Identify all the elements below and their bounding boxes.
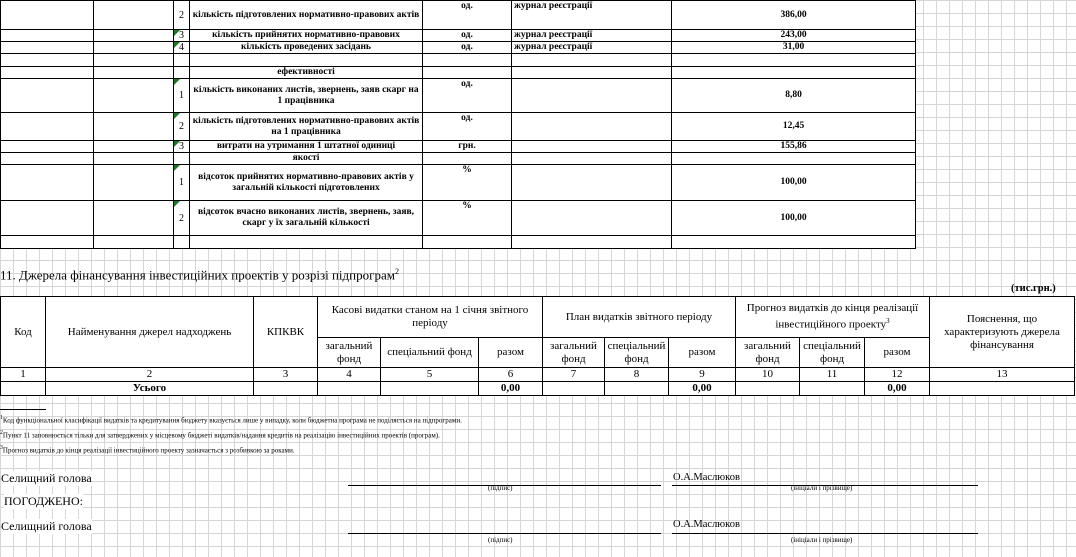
- column-number: 11: [800, 368, 865, 382]
- row-cell-a: [1, 236, 94, 249]
- indicator-name: кількість проведених засідань: [190, 42, 423, 54]
- indicator-number: [174, 201, 190, 236]
- row-cell-a: [1, 67, 94, 79]
- total-forecast-sum: 0,00: [865, 382, 930, 396]
- indicator-unit: од.: [423, 113, 512, 141]
- indicator-unit: %: [423, 165, 512, 201]
- total-cash-sum: 0,00: [479, 382, 543, 396]
- column-number: 2: [46, 368, 254, 382]
- column-number: 8: [605, 368, 669, 382]
- header-source-name: Найменування джерел надходжень: [46, 297, 254, 368]
- header-kpkvk: КПКВК: [254, 297, 318, 368]
- row-cell-f: [512, 153, 672, 165]
- header-forecast-total: разом: [865, 338, 930, 368]
- indicator-group-name: ефективності: [190, 67, 423, 79]
- row-cell-c: [174, 153, 190, 165]
- section-11-title: 11. Джерела фінансування інвестиційних проектів у розрізі підпрограм$^2$: [0, 267, 399, 283]
- header-plan-total: разом: [669, 338, 736, 368]
- signature-title-1: Селищний голова: [1, 471, 92, 485]
- total-cash-general: [318, 382, 381, 396]
- total-kpkvk: [254, 382, 318, 396]
- header-plan-general: загальний фонд: [543, 338, 605, 368]
- row-cell-f: [512, 236, 672, 249]
- column-number: 4: [318, 368, 381, 382]
- row-cell-a: [1, 201, 94, 236]
- blank-row: [1, 54, 916, 67]
- indicator-source: журнал реєстрації: [512, 1, 672, 30]
- comment-flag-icon: [174, 30, 180, 36]
- row-cell-b: [94, 141, 174, 153]
- indicator-value: 243,00: [672, 30, 916, 42]
- row-cell-a: [1, 153, 94, 165]
- indicator-name: кількість виконаних листів, звернень, заяв скарг на 1 працівника: [190, 79, 423, 113]
- signature-caption-1: (підпис): [488, 484, 513, 492]
- indicator-row: [1, 1, 916, 30]
- header-forecast-general: загальний фонд: [736, 338, 800, 368]
- row-cell-c: [174, 54, 190, 67]
- indicator-row: [1, 30, 916, 42]
- indicator-value: 12,45: [672, 113, 916, 141]
- comment-flag-icon: [174, 165, 180, 171]
- total-cash-special: [381, 382, 479, 396]
- indicator-value: 100,00: [672, 165, 916, 201]
- row-cell-c: [174, 236, 190, 249]
- section-11-title-sup: 2: [394, 267, 399, 276]
- row-cell-g: [672, 67, 916, 79]
- footnote-2: $^2$Пункт 11 заповнюється тільки для затверджених у місцевому бюджеті видатків/надання кредитів на реалізацію інвестиційних проектів (програм).: [0, 430, 440, 440]
- header-plan-special: спеціальний фонд: [605, 338, 669, 368]
- row-cell-a: [1, 1, 94, 30]
- indicator-source: [512, 141, 672, 153]
- blank-row: [1, 236, 916, 249]
- indicator-unit: %: [423, 201, 512, 236]
- signature-name-2: О.А.Маслюков: [673, 519, 740, 530]
- indicators-table: [0, 0, 916, 249]
- indicator-number-text: 2: [179, 212, 184, 224]
- indicator-number: [174, 79, 190, 113]
- column-number: 13: [930, 368, 1075, 382]
- row-cell-f: [512, 67, 672, 79]
- row-cell-f: [512, 54, 672, 67]
- header-forecast-sup: 3: [886, 317, 890, 326]
- total-label: Усього: [46, 382, 254, 396]
- row-cell-b: [94, 30, 174, 42]
- indicator-source: журнал реєстрації: [512, 30, 672, 42]
- indicator-number: [174, 165, 190, 201]
- total-code: [1, 382, 46, 396]
- row-cell-d: [190, 236, 423, 249]
- comment-flag-icon: [174, 113, 180, 119]
- total-row: [1, 382, 1075, 396]
- units-label: (тис.грн.): [1011, 283, 1056, 294]
- name-caption-1: (ініціали і прізвище): [791, 484, 853, 492]
- row-cell-b: [94, 54, 174, 67]
- indicator-row: [1, 141, 916, 153]
- row-cell-b: [94, 236, 174, 249]
- row-cell-e: [423, 236, 512, 249]
- indicator-name: кількість підготовлених нормативно-правових актів: [190, 1, 423, 30]
- row-cell-a: [1, 54, 94, 67]
- column-number: 7: [543, 368, 605, 382]
- indicator-value: 155,86: [672, 141, 916, 153]
- indicator-group-name: якості: [190, 153, 423, 165]
- header-cash-general: загальний фонд: [318, 338, 381, 368]
- row-cell-b: [94, 1, 174, 30]
- indicator-source: журнал реєстрації: [512, 42, 672, 54]
- column-number: 3: [254, 368, 318, 382]
- indicator-name: витрати на утримання 1 штатної одиниці: [190, 141, 423, 153]
- row-cell-e: [423, 67, 512, 79]
- row-cell-g: [672, 54, 916, 67]
- row-cell-a: [1, 42, 94, 54]
- agreed-label: ПОГОДЖЕНО:: [4, 494, 83, 508]
- column-number: 5: [381, 368, 479, 382]
- row-cell-a: [1, 141, 94, 153]
- indicator-row: [1, 165, 916, 201]
- column-numbers-row: [1, 368, 1075, 382]
- total-plan-sum: 0,00: [669, 382, 736, 396]
- row-cell-b: [94, 153, 174, 165]
- total-forecast-general: [736, 382, 800, 396]
- row-cell-b: [94, 42, 174, 54]
- total-plan-general: [543, 382, 605, 396]
- total-forecast-special: [800, 382, 865, 396]
- total-explain: [930, 382, 1075, 396]
- row-cell-g: [672, 236, 916, 249]
- indicator-number: [174, 42, 190, 54]
- indicator-source: [512, 113, 672, 141]
- footnote-3: $^3$Прогноз видатків до кінця реалізації інвестиційного проекту зазначається з розбивкою за роками.: [0, 445, 295, 455]
- indicator-row: [1, 42, 916, 54]
- signature-title-2: Селищний голова: [1, 519, 92, 533]
- row-cell-a: [1, 30, 94, 42]
- row-cell-b: [94, 113, 174, 141]
- column-number: 10: [736, 368, 800, 382]
- row-cell-e: [423, 54, 512, 67]
- row-cell-a: [1, 79, 94, 113]
- column-number: 1: [1, 368, 46, 382]
- header-plan-expenses: План видатків звітного періоду: [543, 297, 736, 338]
- name-line-2: [672, 533, 978, 534]
- header-code: Код: [1, 297, 46, 368]
- signature-name-1: О.А.Маслюков: [673, 472, 740, 483]
- indicator-number-text: 3: [179, 30, 184, 41]
- name-caption-2: (ініціали і прізвище): [791, 536, 853, 544]
- group-row: [1, 153, 916, 165]
- indicator-unit: грн.: [423, 141, 512, 153]
- indicator-number-text: 2: [179, 121, 184, 132]
- indicator-value: 386,00: [672, 1, 916, 30]
- column-number: 9: [669, 368, 736, 382]
- indicator-number-text: 1: [179, 177, 184, 188]
- indicator-source: [512, 165, 672, 201]
- indicator-number: [174, 1, 190, 30]
- comment-flag-icon: [174, 201, 180, 207]
- row-cell-b: [94, 79, 174, 113]
- indicator-unit: од.: [423, 79, 512, 113]
- signature-caption-2: (підпис): [488, 536, 513, 544]
- comment-flag-icon: [174, 141, 180, 147]
- header-cash-special: спеціальний фонд: [381, 338, 479, 368]
- header-forecast: Прогноз видатків до кінця реалізації інвестиційного проекту$^3$: [736, 297, 930, 338]
- indicator-number: [174, 141, 190, 153]
- column-number: 6: [479, 368, 543, 382]
- indicator-row: [1, 79, 916, 113]
- row-cell-e: [423, 153, 512, 165]
- group-row: [1, 67, 916, 79]
- row-cell-c: [174, 67, 190, 79]
- column-number: 12: [865, 368, 930, 382]
- comment-flag-icon: [174, 42, 180, 48]
- indicator-name: кількість підготовлених нормативно-правових актів на 1 працівника: [190, 113, 423, 141]
- row-cell-b: [94, 67, 174, 79]
- indicator-unit: од.: [423, 42, 512, 54]
- footnote-separator: [0, 409, 46, 410]
- indicator-source: [512, 79, 672, 113]
- row-cell-a: [1, 113, 94, 141]
- indicator-row: [1, 201, 916, 236]
- indicator-unit: од.: [423, 1, 512, 30]
- comment-flag-icon: [174, 79, 180, 85]
- footnote-1: $^1$Код функціональної класифікації видатків та кредитування бюджету вказується лише у випадку, коли бюджетна програма не поділяється на підпрограми.: [0, 415, 462, 425]
- row-cell-b: [94, 165, 174, 201]
- indicator-number-text: 3: [179, 141, 184, 152]
- indicator-unit: од.: [423, 30, 512, 42]
- indicator-value: 8,80: [672, 79, 916, 113]
- indicator-name: відсоток прийнятих нормативно-правових актів у загальній кількості підготовлених: [190, 165, 423, 201]
- indicator-number: [174, 113, 190, 141]
- indicator-number-text: 1: [179, 90, 184, 101]
- row-cell-b: [94, 201, 174, 236]
- indicator-name: кількість прийнятих нормативно-правових: [190, 30, 423, 42]
- indicator-row: [1, 113, 916, 141]
- signature-line-2: [348, 533, 661, 534]
- indicator-number-text: 4: [179, 42, 184, 53]
- header-forecast-special: спеціальний фонд: [800, 338, 865, 368]
- indicator-number-text: 2: [179, 9, 184, 21]
- indicator-name: відсоток вчасно виконаних листів, звернень, заяв, скарг у їх загальній кількості: [190, 201, 423, 236]
- header-cash-expenses: Касові видатки станом на 1 січня звітного періоду: [318, 297, 543, 338]
- financing-table: [0, 296, 1075, 396]
- row-cell-a: [1, 165, 94, 201]
- header-explanations: Пояснення, що характеризують джерела фінансування: [930, 297, 1075, 368]
- indicator-number: [174, 30, 190, 42]
- total-plan-special: [605, 382, 669, 396]
- indicator-value: 31,00: [672, 42, 916, 54]
- indicator-value: 100,00: [672, 201, 916, 236]
- indicator-source: [512, 201, 672, 236]
- row-cell-d: [190, 54, 423, 67]
- header-cash-total: разом: [479, 338, 543, 368]
- row-cell-g: [672, 153, 916, 165]
